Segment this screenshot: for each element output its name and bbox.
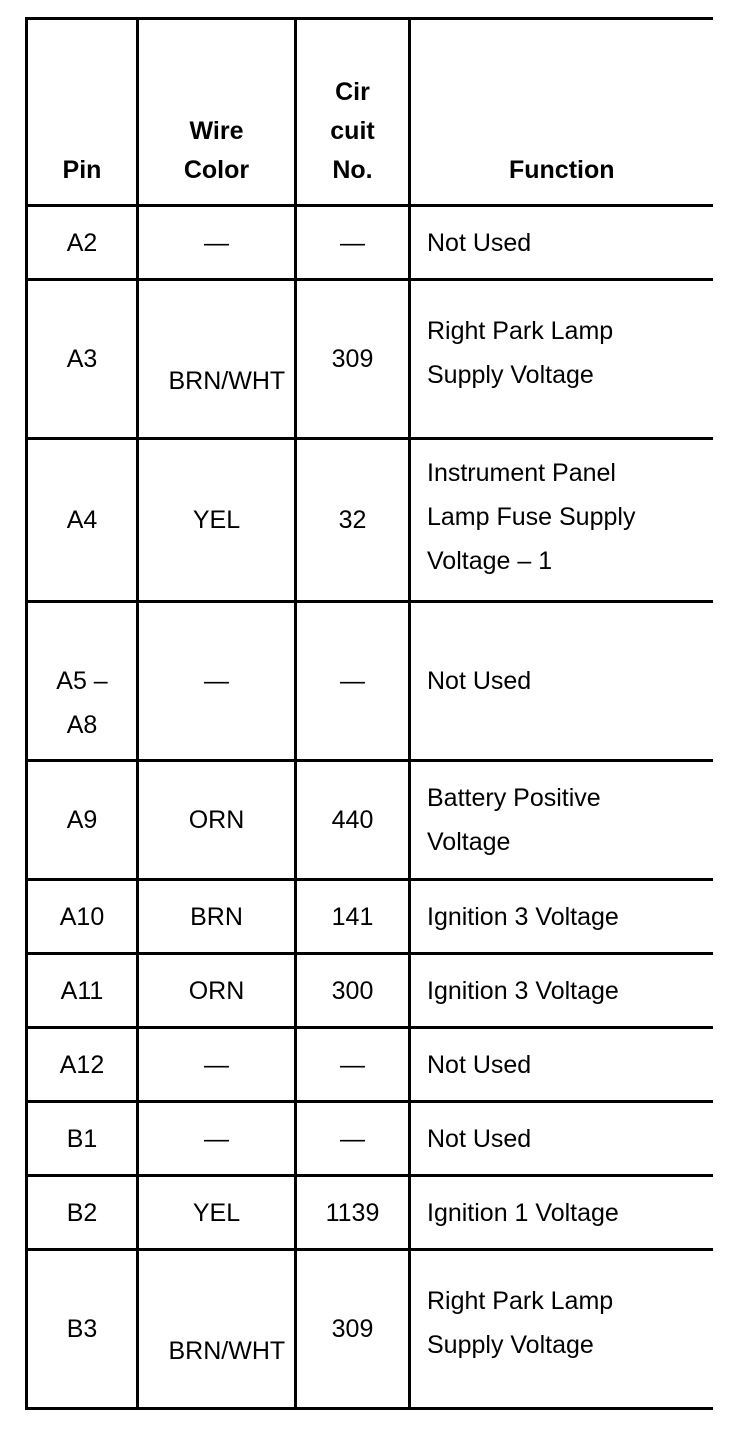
function-cell: Not Used	[410, 1102, 713, 1176]
function-cell: Not Used	[410, 1028, 713, 1102]
wire-color-cell: ORN	[138, 954, 296, 1028]
wire-color-cell: BRN	[138, 880, 296, 954]
connector-pin-table	[25, 17, 713, 1410]
circuit-no-cell: 141	[296, 880, 410, 954]
pin-cell: A4	[27, 439, 138, 602]
circuit-no-cell: 300	[296, 954, 410, 1028]
circuit-no-cell: 440	[296, 761, 410, 880]
header-pin: Pin	[27, 19, 138, 206]
wire-color-cell: ORN	[138, 761, 296, 880]
wire-color-cell: YEL	[138, 439, 296, 602]
wire-color-cell: —	[138, 1028, 296, 1102]
pin-cell: A3	[27, 280, 138, 439]
circuit-no-cell: —	[296, 602, 410, 761]
function-cell: Not Used	[410, 602, 713, 761]
pin-cell: A9	[27, 761, 138, 880]
pin-cell: B2	[27, 1176, 138, 1250]
function-cell: Not Used	[410, 206, 713, 280]
pin-cell: B3	[27, 1250, 138, 1409]
table-row	[27, 954, 713, 1028]
table-row	[27, 1028, 713, 1102]
function-cell: Ignition 3 Voltage	[410, 954, 713, 1028]
wire-color-cell: —	[138, 206, 296, 280]
table-row	[27, 1102, 713, 1176]
header-wire-color: Wire Color	[138, 19, 296, 206]
circuit-no-cell: —	[296, 1102, 410, 1176]
function-cell: Instrument Panel Lamp Fuse Supply Voltage – 1	[410, 439, 713, 602]
pin-cell: A5 –A8	[27, 602, 138, 761]
function-cell: Ignition 1 Voltage	[410, 1176, 713, 1250]
table-row	[27, 439, 713, 602]
pin-cell: A10	[27, 880, 138, 954]
function-cell: Battery Positive Voltage	[410, 761, 713, 880]
table-header-row	[27, 19, 713, 206]
pin-cell: A11	[27, 954, 138, 1028]
table-row	[27, 1176, 713, 1250]
function-cell: Right Park Lamp Supply Voltage	[410, 1250, 713, 1409]
circuit-no-cell: 309	[296, 1250, 410, 1409]
pin-cell: A2	[27, 206, 138, 280]
wire-color-cell: —	[138, 602, 296, 761]
wire-color-cell: —	[138, 1102, 296, 1176]
circuit-no-cell: —	[296, 1028, 410, 1102]
table-row	[27, 206, 713, 280]
wire-color-cell: BRN/WHT	[138, 1250, 296, 1409]
circuit-no-cell: —	[296, 206, 410, 280]
pin-cell: A12	[27, 1028, 138, 1102]
circuit-no-cell: 1139	[296, 1176, 410, 1250]
circuit-no-cell: 32	[296, 439, 410, 602]
table-row	[27, 602, 713, 761]
wire-color-cell: BRN/WHT	[138, 280, 296, 439]
circuit-no-cell: 309	[296, 280, 410, 439]
wire-color-cell: YEL	[138, 1176, 296, 1250]
table-row	[27, 761, 713, 880]
table-row	[27, 880, 713, 954]
header-function: Function	[410, 19, 713, 206]
pin-cell: B1	[27, 1102, 138, 1176]
function-cell: Right Park Lamp Supply Voltage	[410, 280, 713, 439]
table-row	[27, 1250, 713, 1409]
function-cell: Ignition 3 Voltage	[410, 880, 713, 954]
header-circuit-no: Cir cuit No.	[296, 19, 410, 206]
table-row	[27, 280, 713, 439]
